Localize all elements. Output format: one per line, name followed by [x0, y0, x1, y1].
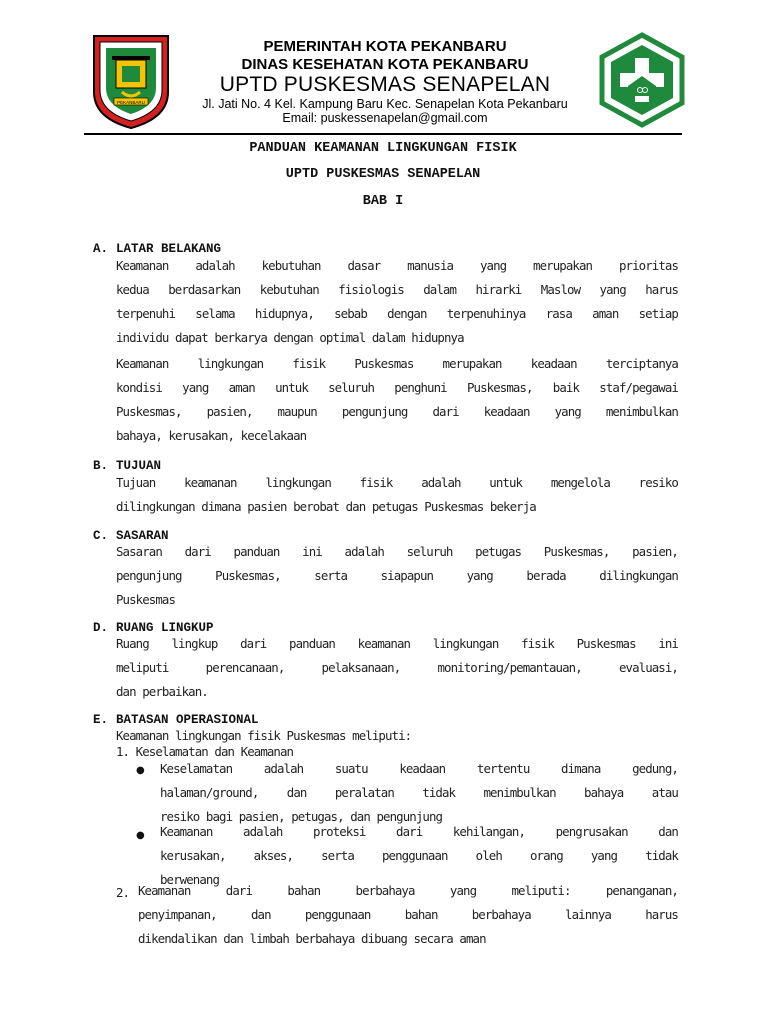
text-line: Keamanan lingkungan fisik Puskesmas merupakan keadaan terciptanya — [116, 356, 678, 371]
text-line: halaman/ground, dan peralatan tidak menimbulkan bahaya atau — [160, 785, 678, 800]
text-line: terpenuhi selama hidupnya, sebab dengan terpenuhinya rasa aman setiap — [116, 306, 678, 321]
section-b-letter: B. — [93, 459, 109, 473]
text-line: meliputi perencanaan, pelaksanaan, monitoring/pemantauan, evaluasi, — [116, 660, 678, 675]
text-line: Keselamatan adalah suatu keadaan tertentu dimana gedung, — [160, 761, 678, 776]
bullet-1-paragraph — [160, 757, 678, 829]
city-emblem-logo — [92, 34, 170, 130]
text-line: Sasaran dari panduan ini adalah seluruh petugas Puskesmas, pasien, — [116, 544, 678, 559]
bullet-icon: ● — [136, 830, 145, 841]
section-b-paragraph — [116, 471, 678, 519]
section-d-title: RUANG LINGKUP — [116, 621, 214, 635]
text-line: Tujuan keamanan lingkungan fisik adalah untuk mengelola resiko — [116, 475, 678, 490]
header-institution: UPTD PUSKESMAS SENAPELAN — [219, 73, 551, 96]
section-a-title: LATAR BELAKANG — [116, 242, 222, 256]
header-address: Jl. Jati No. 4 Kel. Kampung Baru Kec. Senapelan Kota Pekanbaru — [202, 97, 568, 111]
puskesmas-logo — [598, 32, 686, 128]
text-line: Keamanan dari bahan berbahaya yang meliputi: penanganan, — [138, 883, 678, 898]
text-line: dan perbaikan. — [116, 684, 208, 699]
text-line: resiko bagi pasien, petugas, dan pengunjung — [160, 809, 443, 824]
header-email: Email: puskessenapelan@gmail.com — [282, 111, 488, 125]
list-item-1-title: 1. Keselamatan dan Keamanan — [116, 744, 294, 759]
text-line: bahaya, kerusakan, kecelakaan — [116, 428, 307, 443]
text-line: penyimpanan, dan penggunaan bahan berbahaya lainnya harus — [138, 907, 678, 922]
section-a-letter: A. — [93, 242, 109, 256]
section-a-paragraph-2 — [116, 352, 678, 448]
text-line: berwenang — [160, 872, 220, 887]
doc-title: PANDUAN KEAMANAN LINGKUNGAN FISIK — [249, 141, 517, 156]
section-c-title: SASARAN — [116, 529, 169, 543]
header-government: PEMERINTAH KOTA PEKANBARU — [263, 38, 507, 55]
text-line: kedua berdasarkan kebutuhan fisiologis dalam hirarki Maslow yang harus — [116, 282, 678, 297]
section-e-letter: E. — [93, 713, 109, 727]
header-divider — [84, 133, 682, 135]
section-e-title: BATASAN OPERASIONAL — [116, 713, 259, 727]
chapter-title: BAB I — [362, 194, 404, 209]
section-b-title: TUJUAN — [116, 459, 162, 473]
section-c-letter: C. — [93, 529, 109, 543]
bullet-icon: ● — [136, 765, 145, 776]
text-line: individu dapat berkarya dengan optimal dalam hidupnya — [116, 330, 464, 345]
doc-subtitle: UPTD PUSKESMAS SENAPELAN — [285, 167, 481, 182]
svg-text:PEKANBARU: PEKANBARU — [117, 100, 145, 105]
list-item-2-paragraph — [138, 879, 678, 951]
list-item-2-number: 2. — [116, 885, 130, 900]
section-d-paragraph — [116, 632, 678, 704]
section-d-letter: D. — [93, 621, 109, 635]
section-c-paragraph — [116, 540, 678, 612]
text-line: kerusakan, akses, serta penggunaan oleh orang yang tidak — [160, 848, 678, 863]
text-line: Keamanan adalah kebutuhan dasar manusia yang merupakan prioritas — [116, 258, 678, 273]
text-line: dilingkungan dimana pasien berobat dan petugas Puskesmas bekerja — [116, 499, 536, 514]
text-line: Ruang lingkup dari panduan keamanan lingkungan fisik Puskesmas ini — [116, 636, 678, 651]
section-a-paragraph-1 — [116, 254, 678, 350]
section-e-heading — [93, 713, 259, 727]
text-line: Keamanan adalah proteksi dari kehilangan, pengrusakan dan — [160, 824, 678, 839]
text-line: Puskesmas, pasien, maupun pengunjung dari keadaan yang menimbulkan — [116, 404, 678, 419]
text-line: Puskesmas — [116, 592, 176, 607]
section-e-intro: Keamanan lingkungan fisik Puskesmas meliputi: — [116, 728, 412, 743]
header-department: DINAS KESEHATAN KOTA PEKANBARU — [241, 56, 529, 73]
text-line: dikendalikan dan limbah berbahaya dibuang secara aman — [138, 931, 486, 946]
text-line: pengunjung Puskesmas, serta siapapun yang berada dilingkungan — [116, 568, 678, 583]
text-line: kondisi yang aman untuk seluruh penghuni Puskesmas, baik staf/pegawai — [116, 380, 678, 395]
